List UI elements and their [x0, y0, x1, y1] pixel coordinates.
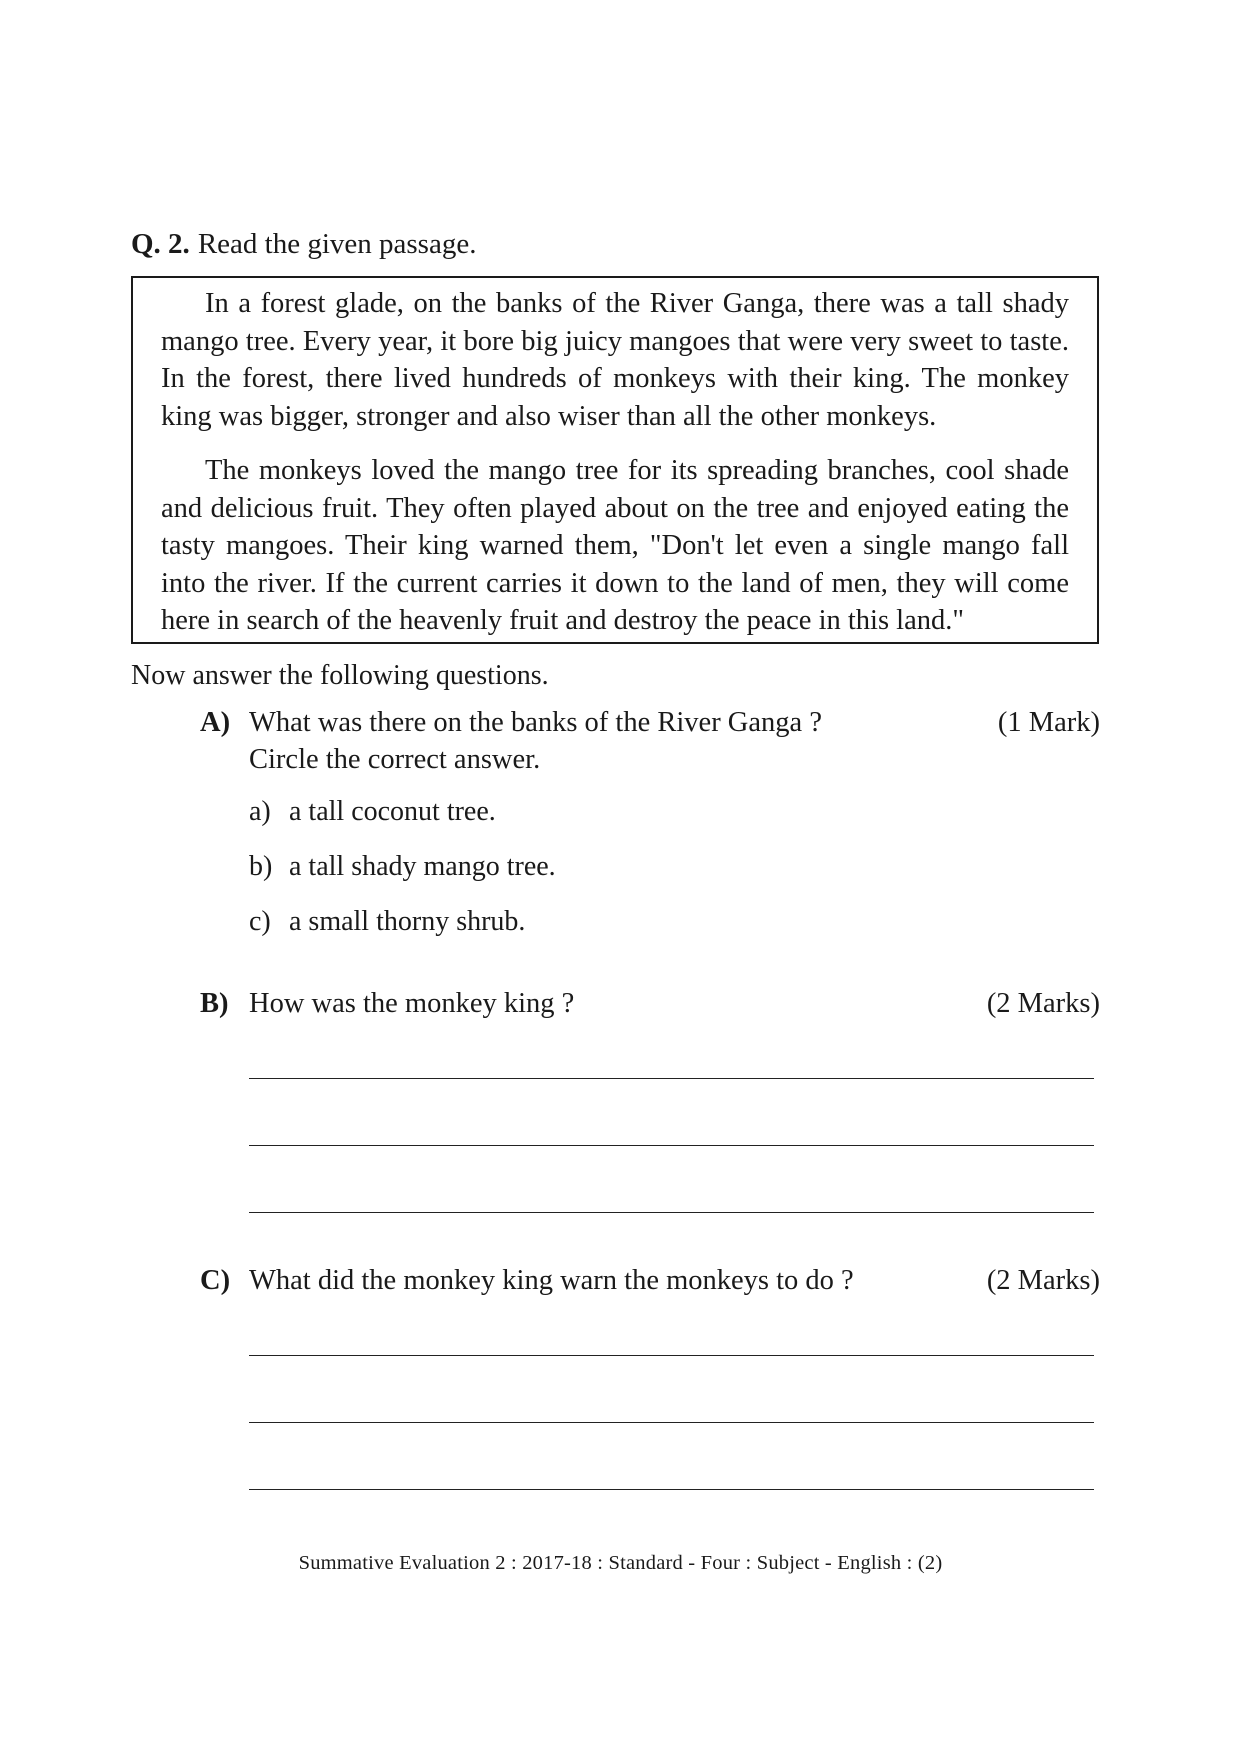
instruction-text: Now answer the following questions. — [131, 660, 549, 691]
option-c-text: a small thorny shrub. — [289, 906, 526, 937]
question-b-text: How was the monkey king ? — [249, 988, 575, 1019]
option-a[interactable] — [249, 793, 556, 848]
passage-paragraph-1: In a forest glade, on the banks of the River Ganga, there was a tall shady mango tree. Every year, it bore big juicy mangoes that were very sweet to taste. In the forest, there lived hundreds of monkeys with their king. The monkey king was bigger, stronger and also wiser than all the other monkeys. — [161, 288, 1069, 432]
question-a-subtext: Circle the correct answer. — [249, 744, 541, 775]
answer-line-b-1[interactable] — [249, 1078, 1094, 1079]
question-b-marks: (2 Marks) — [986, 988, 1100, 1019]
question-a-options — [249, 793, 556, 958]
answer-line-b-2[interactable] — [249, 1145, 1094, 1146]
question-c-marks: (2 Marks) — [986, 1265, 1100, 1296]
question-heading — [131, 226, 476, 262]
question-a-text: What was there on the banks of the River Ganga ? — [249, 707, 822, 738]
question-a — [200, 704, 1100, 778]
question-a-letter: A) — [200, 707, 231, 738]
option-b[interactable] — [249, 848, 556, 903]
option-a-label: a) — [249, 796, 271, 827]
option-c[interactable] — [249, 903, 556, 958]
answer-line-c-2[interactable] — [249, 1422, 1094, 1423]
answer-line-c-3[interactable] — [249, 1489, 1094, 1490]
page-footer: Summative Evaluation 2 : 2017-18 : Standard - Four : Subject - English : (2) — [298, 1552, 943, 1574]
question-b — [200, 985, 1100, 1022]
question-a-marks: (1 Mark) — [997, 707, 1100, 738]
option-a-text: a tall coconut tree. — [289, 796, 496, 827]
option-b-text: a tall shady mango tree. — [289, 851, 556, 882]
option-b-label: b) — [249, 851, 273, 882]
question-number: Q. 2. — [131, 228, 190, 260]
question-c-letter: C) — [200, 1265, 231, 1296]
answer-line-c-1[interactable] — [249, 1355, 1094, 1356]
question-prompt: Read the given passage. — [197, 228, 477, 260]
option-c-label: c) — [249, 906, 271, 937]
answer-line-b-3[interactable] — [249, 1212, 1094, 1213]
passage-paragraph-2: The monkeys loved the mango tree for its spreading branches, cool shade and delicious fruit. They often played about on the tree and enjoyed eating the tasty mangoes. Their king warned them, "Don't let even a single mango fall into the river. If the current carries it down to the land of men, they will come here in search of the heavenly fruit and destroy the peace in this land." — [161, 455, 1069, 636]
question-c — [200, 1262, 1100, 1299]
question-b-letter: B) — [200, 988, 229, 1019]
question-c-text: What did the monkey king warn the monkeys to do ? — [249, 1265, 854, 1296]
passage-box — [131, 276, 1099, 644]
